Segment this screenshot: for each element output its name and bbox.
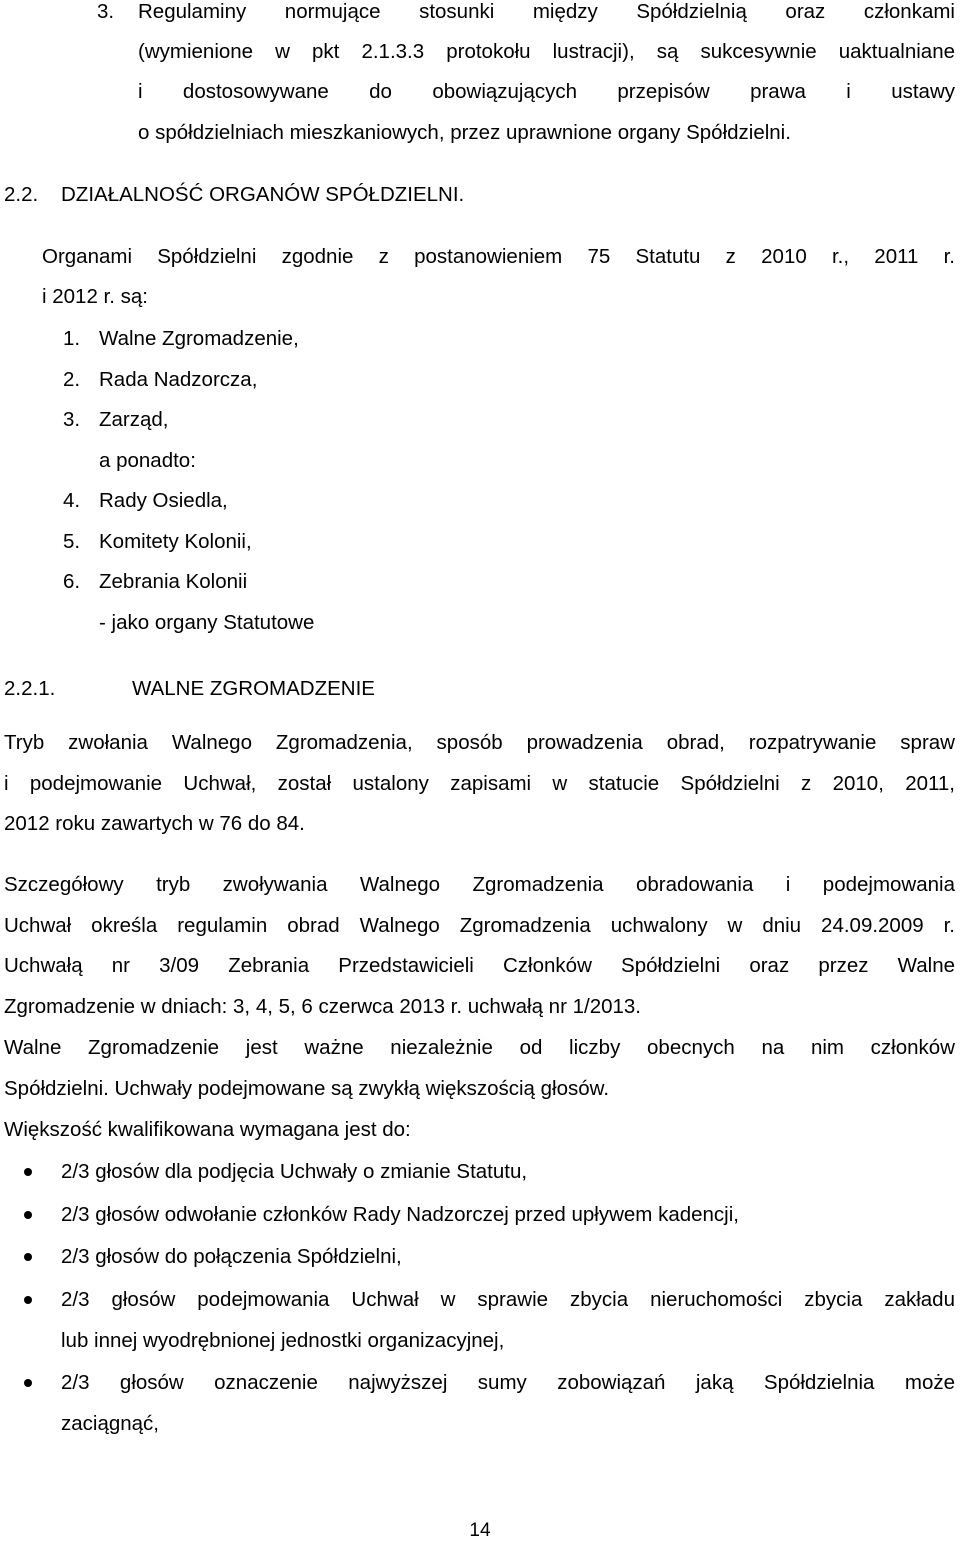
section-number: 2.2. (4, 183, 39, 206)
bullet-icon (24, 1296, 32, 1304)
paragraph-line: i 2012 r. są: (42, 285, 148, 308)
paragraph-line: Większość kwalifikowana wymagana jest do: (4, 1118, 411, 1141)
list-item: 6. Zebrania Kolonii (63, 570, 248, 593)
paragraph-line: Walne Zgromadzenie jest ważne niezależnie od liczby obecnych na nim członków (4, 1036, 955, 1059)
list-item-line: zaciągnąć, (61, 1412, 160, 1435)
list-item-line: lub innej wyodrębnionej jednostki organizacyjnej, (61, 1329, 505, 1352)
paragraph-line: Spółdzielni. Uchwały podejmowane są zwykłą większością głosów. (4, 1077, 610, 1100)
paragraph-line: Regulaminy normujące stosunki między Spółdzielnią oraz członkami (138, 0, 955, 23)
list-note: a ponadto: (99, 449, 196, 472)
bullet-icon (24, 1379, 32, 1387)
bullet-icon (24, 1253, 32, 1261)
paragraph-line: Tryb zwołania Walnego Zgromadzenia, sposób prowadzenia obrad, rozpatrywanie spraw (4, 731, 955, 754)
list-item-line: 2/3 głosów podejmowania Uchwał w sprawie zbycia nieruchomości zbycia zakładu (61, 1288, 955, 1311)
list-item: 5. Komitety Kolonii, (63, 530, 252, 553)
paragraph-line: i podejmowanie Uchwał, został ustalony zapisami w statucie Spółdzielni z 2010, 2011, (4, 772, 955, 795)
section-title: DZIAŁALNOŚĆ ORGANÓW SPÓŁDZIELNI. (61, 183, 465, 206)
list-item-line: 2/3 głosów odwołanie członków Rady Nadzorczej przed upływem kadencji, (61, 1203, 739, 1226)
page-number: 14 (469, 1520, 491, 1541)
section-heading (4, 183, 464, 207)
list-item: 1. Walne Zgromadzenie, (63, 327, 299, 350)
list-item-line: 2/3 głosów do połączenia Spółdzielni, (61, 1245, 402, 1268)
paragraph-line: Zgromadzenie w dniach: 3, 4, 5, 6 czerwca 2013 r. uchwałą nr 1/2013. (4, 995, 642, 1018)
paragraph-line: 2012 roku zawartych w 76 do 84. (4, 812, 305, 835)
list-item: 4. Rady Osiedla, (63, 489, 228, 512)
bullet-icon (24, 1168, 32, 1176)
list-number: 3. (97, 0, 115, 23)
paragraph-line: o spółdzielniach mieszkaniowych, przez uprawnione organy Spółdzielni. (138, 121, 791, 144)
bullet-icon (24, 1211, 32, 1219)
list-item: 2. Rada Nadzorcza, (63, 368, 258, 391)
list-note: - jako organy Statutowe (99, 611, 315, 634)
section-title: WALNE ZGROMADZENIE (132, 677, 375, 700)
list-item: 3. Zarząd, (63, 408, 169, 431)
paragraph-line: Uchwałą nr 3/09 Zebrania Przedstawicieli Członków Spółdzielni oraz przez Walne (4, 954, 955, 977)
paragraph-line: Uchwał określa regulamin obrad Walnego Zgromadzenia uchwalony w dniu 24.09.2009 r. (4, 914, 955, 937)
list-item-line: 2/3 głosów dla podjęcia Uchwały o zmianie Statutu, (61, 1160, 528, 1183)
paragraph-line: i dostosowywane do obowiązujących przepisów prawa i ustawy (138, 80, 955, 103)
list-item-line: 2/3 głosów oznaczenie najwyższej sumy zobowiązań jaką Spółdzielnia może (61, 1371, 955, 1394)
subsection-heading (4, 677, 375, 701)
section-number: 2.2.1. (4, 677, 56, 700)
paragraph-line: Organami Spółdzielni zgodnie z postanowieniem 75 Statutu z 2010 r., 2011 r. (42, 245, 955, 268)
paragraph-line: Szczegółowy tryb zwoływania Walnego Zgromadzenia obradowania i podejmowania (4, 873, 955, 896)
paragraph-line: (wymienione w pkt 2.1.3.3 protokołu lustracji), są sukcesywnie uaktualniane (138, 40, 955, 63)
